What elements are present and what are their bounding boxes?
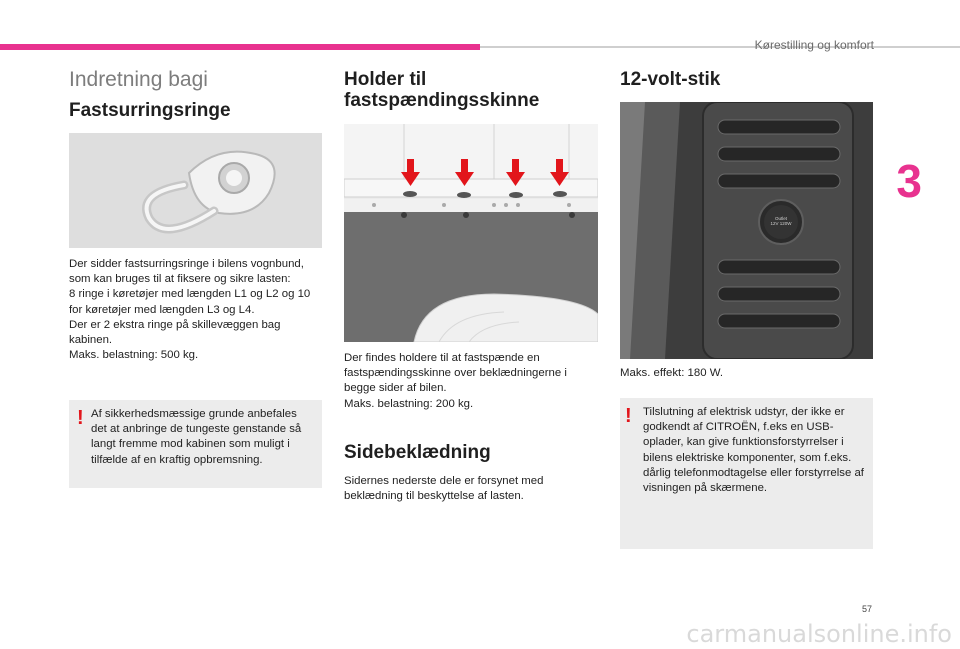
chapter-title: Kørestilling og komfort (754, 38, 874, 52)
heading-side-trim: Sidebeklædning (344, 442, 491, 463)
heading-rail-holder: Holder til fastspændingsskinne (344, 69, 540, 111)
section-title: Indretning bagi (69, 68, 208, 91)
socket-label: Outlet 12V 120W (770, 216, 792, 226)
lashing-ring-illustration (69, 133, 322, 248)
header-accent-bar (0, 44, 480, 50)
heading-lashing-rings: Fastsurringsringe (69, 100, 231, 121)
heading-12v-socket: 12-volt-stik (620, 69, 721, 90)
warning-text-socket: Tilslutning af elektrisk udstyr, der ikke er godkendt af CITROËN, f.eks en USB-oplader, kan give funktionsforstyrrelser i bilens elektriske komponenter, som f.eks. dårlig telefonmodtagelse eller forstyrrelse af visningen på skærmene. (643, 406, 864, 495)
rail-holder-illustration (344, 124, 598, 342)
side-trim-body: Sidernes nederste dele er forsynet med beklædning til beskyttelse af lasten. (344, 475, 544, 503)
chapter-number: 3 (896, 155, 922, 207)
page-number: 57 (861, 604, 872, 614)
warning-icon: ! (77, 407, 84, 429)
socket-power-text: Maks. effekt: 180 W. (620, 367, 723, 379)
warning-text-load: Af sikkerhedsmæssige grunde anbefales det at anbringe de tungeste genstande så langt fremme mod kabinen som muligt i tilfælde af en kraftig opbremsning. (91, 408, 302, 466)
warning-box-socket (620, 398, 873, 549)
lashing-rings-body: Der sidder fastsurringsringe i bilens vognbund, som kan bruges til at fiksere og sikre lasten: 8 ringe i køretøjer med længden L1 og L2 og 10 for køretøjer med længden L3 og L4. Der er 2 ekstra ringe på skillevæggen bag kabinen. Maks. belastning: 500 kg. (69, 258, 311, 362)
warning-icon: ! (625, 405, 632, 427)
watermark: carmanualsonline.info (686, 620, 952, 648)
warning-box-load (69, 400, 322, 488)
12v-socket-illustration (620, 102, 873, 359)
rail-holder-body: Der findes holdere til at fastspænde en fastspændingsskinne over beklædningerne i begge sider af bilen. Maks. belastning: 200 kg. (344, 352, 567, 410)
header-rule (480, 46, 960, 48)
